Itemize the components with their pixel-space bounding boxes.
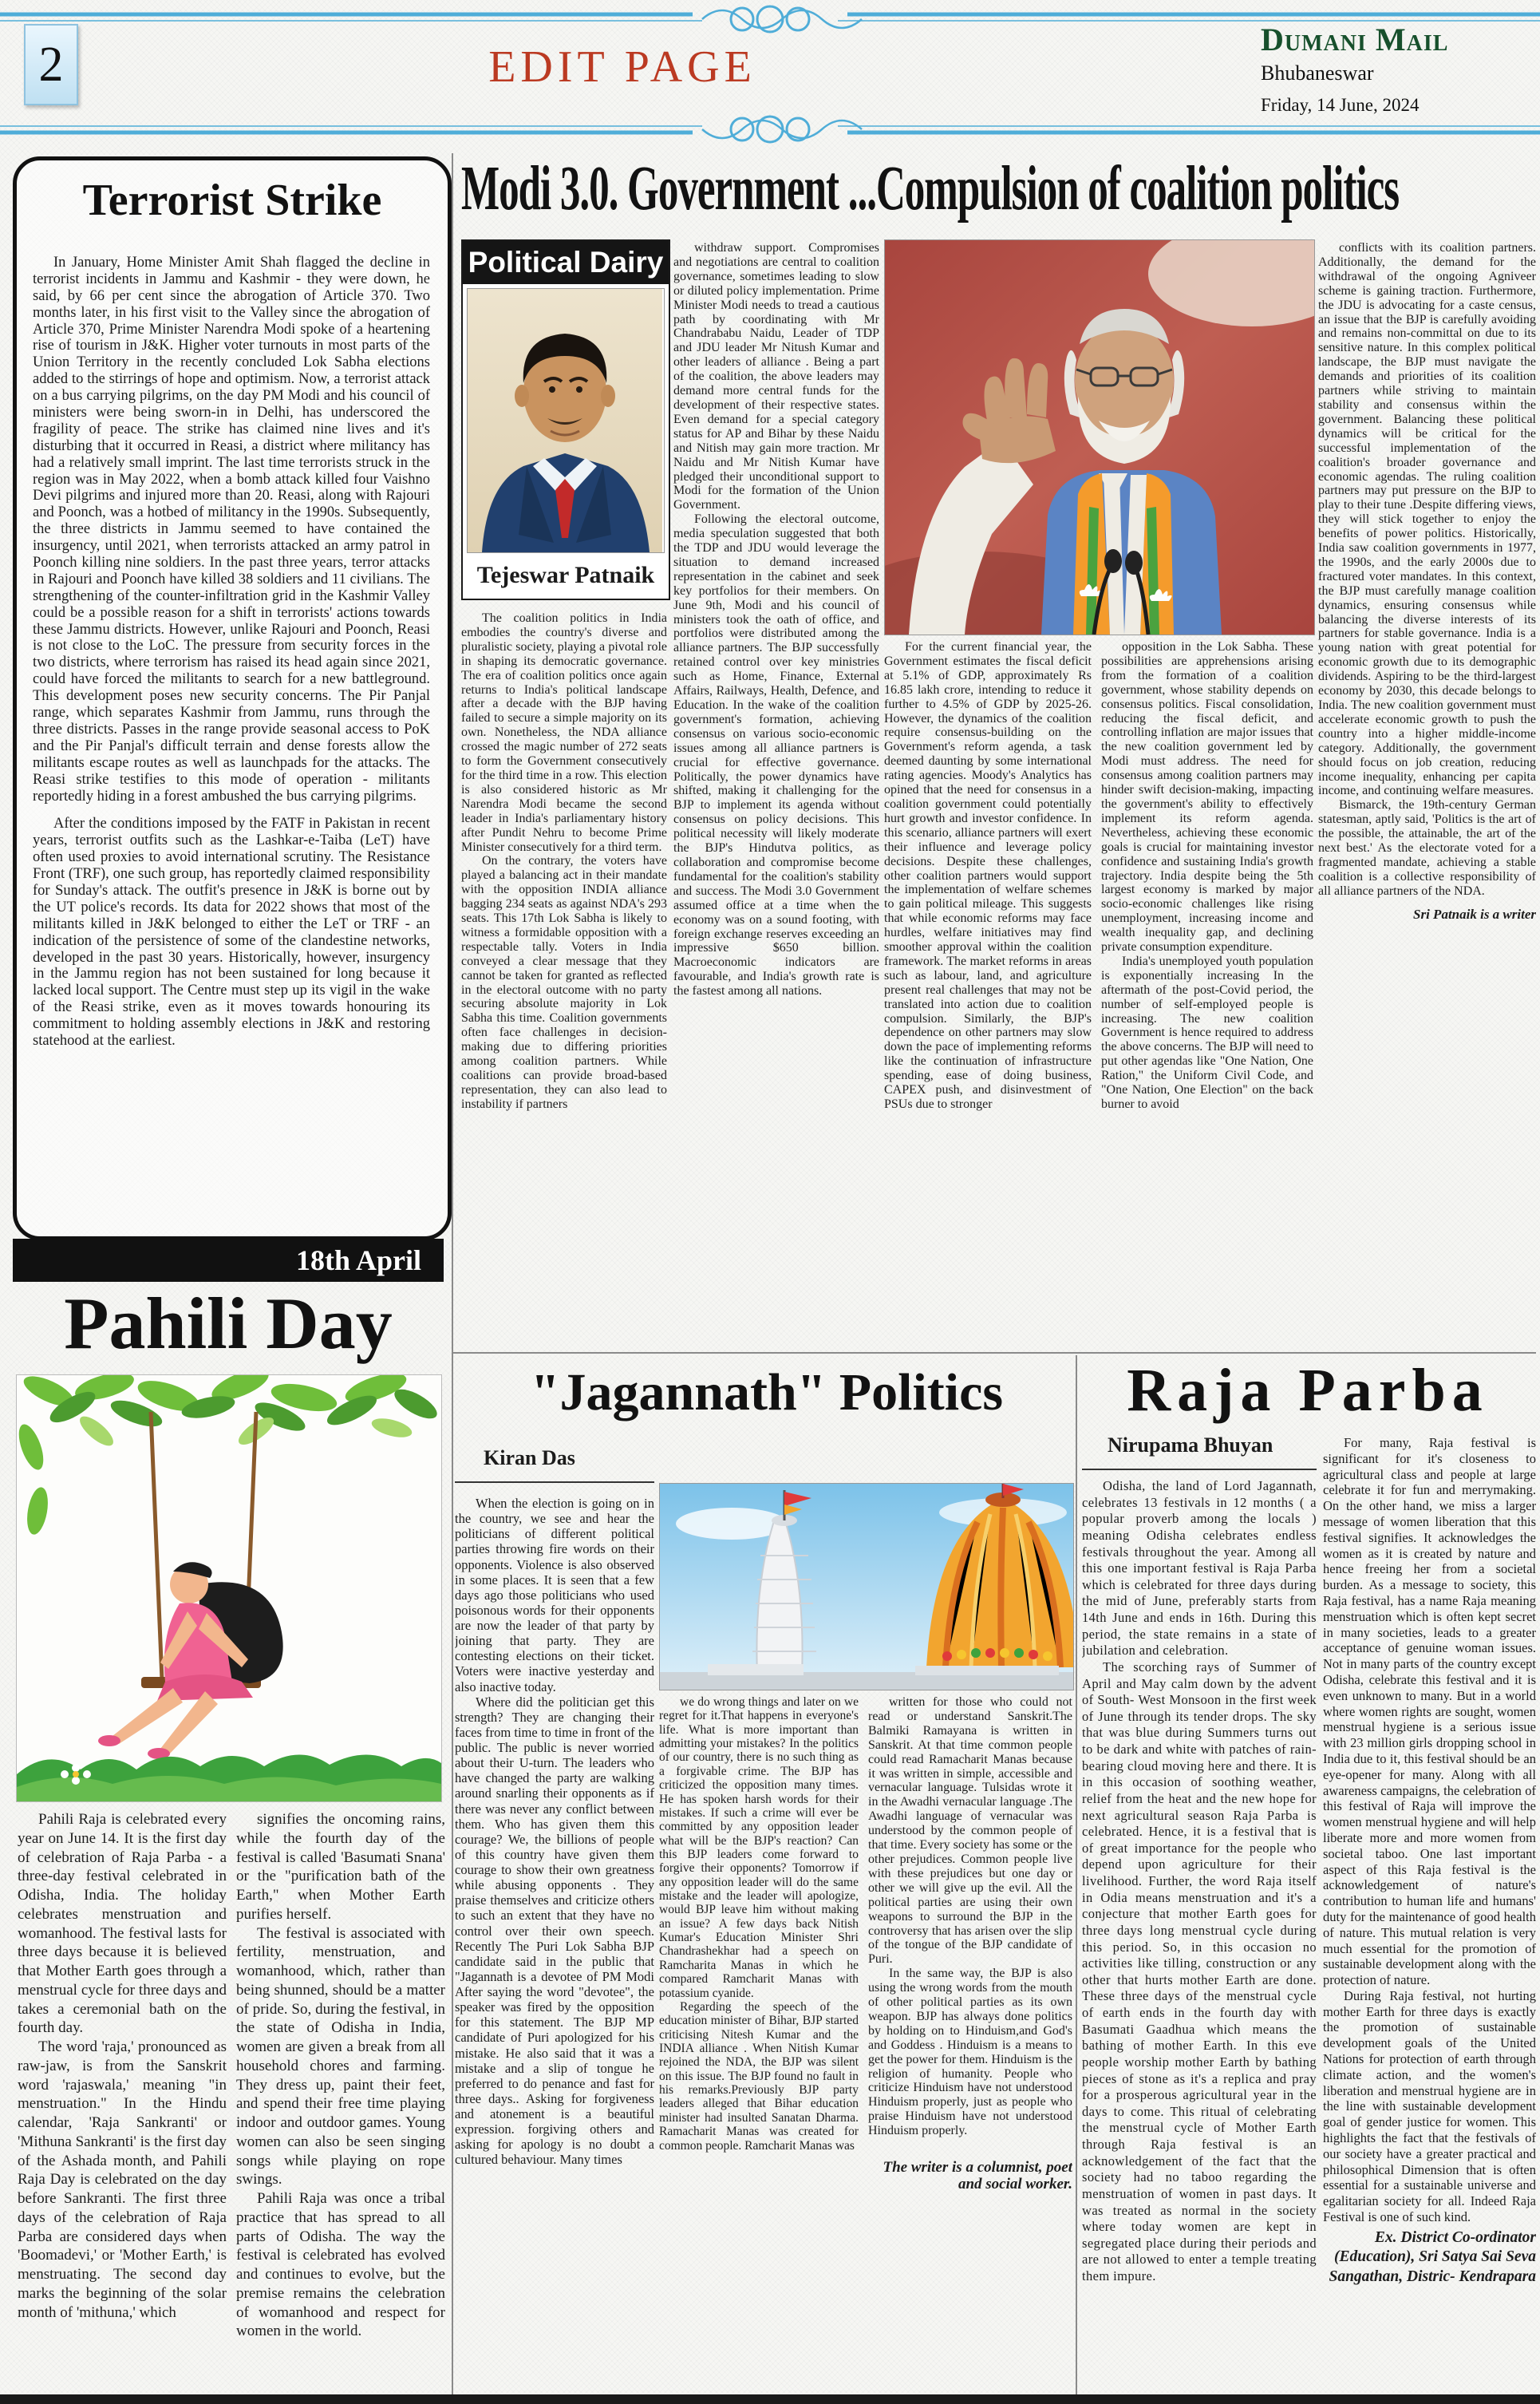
terrorist-strike-title: Terrorist Strike — [82, 176, 382, 225]
raja-column-2 — [1323, 1435, 1536, 2391]
raja-byline-rule — [1082, 1469, 1317, 1470]
paragraph: During Raja festival, not hurting mother Earth for three days is exactly the promotion of sustainable development goals of the United Nations for protection of earth through climate action, and the women's liberation and menstrual hygiene are in the line with sustainable development goal of gender justice for women. This highlights the fact that the festivals of our society have a greater practical and philosophical Dimension that is often essential for a sustainable universe and egalitarian society for all. Indeed Raja Festival is one of such kind. — [1323, 1987, 1536, 2225]
raja-column-1 — [1082, 1478, 1317, 2391]
jagannath-column-2 — [659, 1695, 859, 2402]
pahili-title: Pahili Day — [64, 1283, 393, 1364]
raja-credit: Ex. District Co-ordinator (Education), Sri Satya Sai Seva Sangathan, Distric- Kendrapara — [1329, 2228, 1536, 2285]
paragraph: In January, Home Minister Amit Shah flagged the decline in terrorist incidents in Jammu and Kashmir - they were down, he said, by 66 per cent since the abrogation of Article 370. Two months later, in his first visit to the Valley since the abrogation of Article 370, Prime Minister Narendra Modi spoke of a heartening rise of tourism in J&K. Higher voter turnouts in most parts of the Union Territory in the recently concluded Lok Sabha elections added to the stirrings of hope and optimism. Now, a terrorist attack on a bus carrying pilgrims, on the day PM Modi and his council of ministers were being sworn-in in Delhi, has underscored the fragility of peace. The strike has claimed nine lives and it's disturbing that it occurred in Reasi, a district where militancy has had a relatively small imprint. The last time terrorists struck in the region was in May 2022, when a bomb attack killed four Vaishno Devi pilgrims and injured more than 20. Reasi, along with Rajouri and Poonch, was a hotbed of militancy in the 1990s. Subsequently, the three districts in Jammu seemed to have contained the insurgency, until 2021, when terrorists attacked an army patrol in Poonch killing nine soldiers. In the past three years, terror attacks in Rajouri and Poonch have killed 38 soldiers and 11 civilians. The strengthening of the counter-infiltration grid in the Kashmir Valley could be a possible reason for a shift in terrorists' actions towards these Jammu districts. However, unlike Rajouri and Poonch, Reasi is not close to the LoC. The pressure from security forces in the two districts, where terrorism has raised its head again since 2021, could have forced the militants to search for a new battleground. This development poses new security concerns. The Pir Panjal range, which separates Kashmir from Jammu, runs through the three districts. Passes in the range provide seasonal access to PoK and the Pir Panjal's difficult terrain and dense forests allow the militants escape routes as well as launchpads for the attacks. The Reasi strike testifies to this mode of operation - militants reportedly hiding in a forest ambushed the bus carrying pilgrims. — [33, 255, 430, 805]
vertical-divider-left — [452, 153, 453, 2396]
paragraph: The coalition politics in India embodies the country's diverse and pluralistic society, playing a pivotal role in shaping its democratic governance. The era of coalition politics once again returns to India's political landscape after a decade with the BJP having failed to secure a simple majority on its own. Nonetheless, the NDA alliance crossed the magic number of 272 seats to form the Government consecutively for the third time in a row. This election is also considered historic as Mr Narendra Modi became the second leader in India's parliamentary history after Pundit Nehru to become Prime Minister consecutively for a third term. — [461, 611, 667, 854]
paragraph: In the same way, the BJP is also using the wrong words from the mouth of other political parties as its own weapon. BJP has always done politics by holding on to Hinduism,and God's and Goddess . Hinduism is a means to get the power for them. Hinduism is the religion of humanity. People who criticize Hinduism have not understood Hinduism properly, just as people who praise Hinduism have not understood Hinduism properly. — [868, 1967, 1072, 2138]
paragraph: For the current financial year, the Government estimates the fiscal deficit at 5.1% of GDP, approximately Rs 16.85 lakh crore, intending to reduce it further to 4.5% of GDP by 2025-26. However, the dynamics of the coalition require consensus-building on the Government's reform agenda, a task deemed daunting by some international rating agencies. Moody's Analytics has opined that the need for consensus in a coalition government could potentially hurt growth and investor confidence. In this scenario, alliance partners will exert their influence and leverage policy decisions. Despite these challenges, other coalition partners would support the implementation of welfare schemes to gain political mileage. This suggests that while economic reforms may face hurdles, welfare initiatives may find smoother approval within the coalition framework. The market reforms in areas such as labour, land, and agriculture present real challenges that may not be translated into action due to coalition compulsion. Similarly, the BJP's dependence on other partners may slow down the pace of implementing reforms like the continuation of infrastructure spending, ease of doing business, CAPEX push, and disinvestment of PSUs due to stronger — [884, 640, 1092, 1111]
modi-column-3 — [884, 640, 1092, 1349]
header-bottom-ornament — [0, 113, 1540, 150]
jagannath-column-3 — [868, 1695, 1072, 2402]
pahili-column-2 — [236, 1810, 445, 2401]
modi-signoff: Sri Patnaik is a writer — [1413, 906, 1536, 922]
jagannath-byline: Kiran Das — [484, 1446, 575, 1469]
political-dairy-label: Political Dairy — [463, 241, 669, 284]
jagannath-signoff: The writer is a columnist, poet and social worker. — [883, 2159, 1072, 2193]
pahili-date-tag: 18th April — [13, 1239, 444, 1282]
paragraph: India's unemployed youth population is exponentially increasing In the aftermath of the post-Covid period, the number of self-employed people is increasing. The new coalition Government is hence required to address the above concerns. The BJP will need to put other agendas like "One Nation, One Ration," the Uniform Civil Code, and "One Nation, One Election" on the back burner to avoid — [1101, 954, 1313, 1111]
raja-title: Raja Parba — [1127, 1357, 1489, 1424]
girl-on-swing — [98, 1562, 283, 1759]
paragraph: After the conditions imposed by the FATF in Pakistan in recent years, terrorist outfits such as the Lashkar-e-Taiba (LeT) have often used proxies to avoid international scrutiny. The Resistance Front (TRF), one such group, has reportedly claimed responsibility for Sunday's attack. The outfit's presence in J&K is borne out by the UT police's records. Its data for 2022 shows that most of the militants killed in J&K belonged to either the LeT or TRF - an indication of the persistence of some of the clandestine networks, developed in the past 30 years. Historically, however, insurgency in the Jammu region has not been sustained for long because it lacked local support. The Centre must step up its vigil in the wake of the Reasi strike, even as it moves towards honouring its commitment to holding assembly elections in J&K and restoring statehood at the earliest. — [33, 816, 430, 1049]
jagannath-title: "Jagannath" Politics — [530, 1363, 1004, 1421]
paragraph: Bismarck, the 19th-century German statesman, aptly said, 'Politics is the art of the possible, the attainable, the art of the next best.' As the electorate voted for a fragmented mandate, achieving a stable coalition is a collective responsibility of all alliance partners of the NDA. — [1318, 798, 1536, 898]
paragraph: Odisha, the land of Lord Jagannath, celebrates 13 festivals in 12 months ( a popular proverb among the locals ) meaning Odisha celebrates endless festivals throughout the year. Among all this one important festival is Raja Parba which is celebrated for three days during the mid of June, preferably starts from 14th June and ends in 16th. During this period, the state remains in a state of jubilation and celebration. — [1082, 1478, 1317, 1659]
paragraph: The festival is associated with fertility, menstruation, and womanhood, which, rather than being shunned, should be a matter of pride. So, during the festival, in the state of Odisha in India, women are given a break from all household chores and farming. They dress up, paint their feet, and spend their free time playing indoor and outdoor games. Young women can also be seen singing songs while playing on rope swings. — [236, 1924, 445, 2189]
pahili-illustration — [16, 1374, 442, 1802]
paragraph: When the election is going on in the country, we see and hear the politicians of different political parties throwing fire words on their opponents. Violence is also observed in some places. It is seen that a few days ago those politicians who used poisonous words for their opponents are now the leader of that party by joining that party. They are contesting elections on their ticket. Voters were inactive yesterday and also inactive today. — [455, 1496, 654, 1694]
paper-city: Bhubaneswar — [1261, 61, 1374, 85]
modi-headline: Modi 3.0. Government ...Compulsion of coalition politics — [461, 154, 1400, 224]
article-terrorist-strike — [13, 156, 452, 1240]
paper-date: Friday, 14 June, 2024 — [1261, 95, 1420, 115]
jagannath-column-1 — [455, 1496, 654, 2393]
horizontal-divider — [452, 1352, 1536, 1354]
grass — [17, 1754, 441, 1801]
page-title: EDIT PAGE — [488, 42, 756, 92]
jagannath-byline-rule — [455, 1481, 654, 1483]
columnist-name: Tejeswar Patnaik — [476, 562, 655, 588]
temple-photo — [659, 1483, 1074, 1690]
paragraph: For many, Raja festival is significant for it's closeness to agricultural class and people at large celebrate it for fun and merrymaking. On the other hand, we miss a larger message of women liberation that this festival signifies. It acknowledges the women as it is created by nature and hence freeing her from a societal burden. As a message to society, this Raja festival, has a name Raja meaning menstruation which is often kept secret in many societies, leads to a greater acceptance of genuine woman issues. Not in many parts of the country except Odisha, celebrate this festival and it is even unknown to many. But in a world where women rights are sought, women menstrual hygiene is a serious issue with 23 million girls dropping school in India due to it, this festival should be an eye-opener for many. Along with all awareness campaigns, the celebration of this festival of Raja will improve the women menstrual hygiene and will help liberate more and more women from societal taboo. One last important aspect of this Raja festival is the acknowledgement of nature's contribution to human life and humans' duty for the maintenance of good health of nature. This mutual relation is very much essential for the promotion of sustainable development along with the protection of nature. — [1323, 1435, 1536, 1988]
paragraph: written for those who could not read or understand Sanskrit.The Balmiki Ramayana is written in Sanskrit. At that time common people could read Ramacharit Manas because it was written in simple, accessible and vernacular language. Tulsidas wrote it in the Awadhi vernacular language .The Awadhi language of vernacular was understood by the common people of that time. Every society has some or the other prejudices. Common people live with these prejudices but one day or other we will give up the evil. All the political parties are using their own weapons to surround the BJP in the controversy that has arisen over the slip of the tongue of the BJP candidate of Puri. — [868, 1695, 1072, 1967]
paragraph: Regarding the speech of the education minister of Bihar, BJP started criticising Nitesh Kumar and the INDIA alliance . When Nitish Kumar rejoined the NDA, the BJP was silent on this issue. The BJP found no fault in his remarks.Previously BJP party leaders alleged that Bihar education minister had insulted Sanatan Dharma. Ramacharit Manas was created for common people. Ramcharit Manas was — [659, 1999, 859, 2153]
paragraph: opposition in the Lok Sabha. These possibilities are apprehensions arising from the formation of a coalition government, whose stability depends on consensus politics. Fiscal consolidation, reducing the fiscal deficit, and controlling inflation are major issues that the new coalition government led by Modi must address. The need for consensus among coalition partners may hinder swift decision-making, impacting the government's ability to effectively implement its reform agenda. Nevertheless, achieving these economic goals is crucial for maintaining investor confidence and sustaining India's growth trajectory. India despite being the 5th largest economy is marked by major socio-economic challenges like rising unemployment, increasing income and wealth inequality gap, and declining private consumption expenditure. — [1101, 640, 1313, 955]
paragraph: On the contrary, the voters have played a balancing act in their mandate with the opposition INDIA alliance bagging 234 seats as against NDA's 293 seats. This 17th Lok Sabha is likely to witness a formidable opposition with a respectable tally. Voters in India conveyed a clear message that they cannot be taken for granted as reflected in the electoral outcome with no party securing absolute majority in Lok Sabha this time. Coalition governments often face challenges in decision-making due to differing priorities among coalition partners. While coalitions can provide broad-based representation, they can also lead to instability if partners — [461, 854, 667, 1111]
masthead — [1261, 21, 1532, 116]
paragraph: Following the electoral outcome, media speculation suggested that both the TDP and JDU would leverage the situation to demand increased representation in the cabinet and seek key portfolios for their members. On June 9th, Modi and his council of ministers took the oath of office, and portfolios were distributed among the alliance partners. The BJP successfully retained control over key ministries such as Home, Finance, External Affairs, Railways, Health, Defence, and Education. In the wake of the coalition government's formation, achieving consensus on various socio-economic issues among all alliance partners is crucial for effective governance. Politically, the power dynamics have shifted, making it challenging for the BJP to implement its agenda without consensus on policy decisions. This political necessity will likely moderate the BJP's Hindutva politics, as collaboration and compromise become fundamental for the coalition's stability and success. The Modi 3.0 Government assumed office at a time when the economy was on a sound footing, with foreign exchange reserves exceeding an impressive $650 billion. Macroeconomic indicators are favourable, and India's growth rate is the fastest among all nations. — [673, 512, 879, 998]
paragraph: The scorching rays of Summer of April and May calm down by the advent of South- West Monsoon in the first week of June through its tender drops. The sky that was blue during Summers turns out to be dark and white with patches of rain-bearing cloud moving here and there. It is in this occasion of soothing weather, relief from the heat and the new hope for next agricultural season Raja Parba is celebrated. Hence, it is a festival that is of great importance for the people who depend upon agriculture for their livelihood. Further, the word Raja itself in Odia means menstruation and it's a conjecture that mother Earth goes for three days long menstrual cycle during this period. So, in this occasion no activities like tilling, construction or any other that hurts mother Earth are done. These three days of the menstrual cycle of earth ends in the fourth day with Basumati Gaadhua which means the bathing of mother Earth. In this eve people worship mother Earth by bathing pieces of stone as it's a replica and pray for a prosperous agricultural year in the days to come. This ritual of celebrating the menstrual cycle of Mother Earth through Raja festival is an acknowledgement of the fact that the society had no taboo regarding the menstruation of women in past days. It was treated as normal in the society where today women are kept in segregated place during their periods and are not allowed to enter a temple treating them impure. — [1082, 1659, 1317, 2283]
paragraph: signifies the oncoming rains, while the fourth day of the festival is called 'Basumati Snana' or the "purification bath of the Earth," when Mother Earth purifies herself. — [236, 1811, 445, 1923]
paragraph: conflicts with its coalition partners. Additionally, the demand for the withdrawal of the ongoing Agniveer scheme is gaining traction. Furthermore, the JDU is advocating for a caste census, an issue that the BJP is carefully avoiding and remains non-committal on due to its sensitive nature. In this complex political landscape, the BJP must navigate the demands and priorities of its coalition partners while striving to maintain stability and consensus within the government. Balancing these political dynamics will be critical for the successful implementation of the coalition's broader governance and economic agendas. The ruling coalition partners may put pressure on the BJP to play to their tune .Despite differing views, they will stick together to enjoy the benefits of power politics. Historically, India saw coalition governments in 1977, the 1990s, and the early 2000s due to fractured voter mandates. In this context, the BJP must carefully manage coalition dynamics, ensuring consensus while balancing the diverse interests of its partners for stable governance. India is a young nation with great potential for economic growth due to its demographic dividends. Aspiring to be the third-largest economy by 2030, this decade belongs to India. The new coalition government must accelerate economic growth to push the country into a higher middle-income category. Additionally, the government should focus on job creation, reducing income inequality, enhancing per capita income, and continuing welfare measures. — [1318, 241, 1536, 798]
columnist-photo — [467, 288, 665, 553]
vertical-divider-right — [1076, 1355, 1077, 2396]
paragraph: Pahili Raja was once a tribal practice that has spread to all parts of Odisha. The way the festival is celebrated has evolved and continues to evolve, but the premise remains the celebration of womanhood and respect for women in the world. — [236, 2190, 445, 2340]
modi-column-4 — [1101, 640, 1313, 1349]
modi-column-5 — [1318, 241, 1536, 1303]
paper-name: Dumani Mail — [1261, 22, 1449, 57]
modi-photo — [884, 239, 1315, 635]
modi-column-2 — [673, 241, 879, 1349]
paragraph: withdraw support. Compromises and negotiations are central to coalition governance, sometimes leading to slow or diluted policy implementation. Prime Minister Modi needs to tread a cautious path by coordinating with Mr Chandrababu Naidu, Leader of TDP and JDU leader Mr Nitush Kumar and other leaders of alliance . Being a part of the coalition, the above leaders may demand more central funds for the development of their respective states. Even demand for a special category status for AP and Bihar by these Naidu and Nitish may gain more traction. Mr Naidu and Mr Nitish Kumar have pledged their unconditional support to Modi for the formation of the Union Government. — [673, 241, 879, 512]
pahili-column-1 — [18, 1810, 227, 2401]
terrorist-strike-body — [33, 255, 430, 1212]
paragraph: The word 'raja,' pronounced as raw-jaw, is from the Sanskrit word 'rajaswala,' meaning "in menstruation." In the Hindu calendar, 'Raja Sankranti' or 'Mithuna Sankranti' is the first day of the Ashada month, and Pahili Raja Day is celebrated on the day before Sankranti. The first three days of the celebration of Raja Parba are considered days when 'Boomadevi,' or 'Mother Earth,' is menstruating. The second day marks the beginning of the solar month of 'mithuna,' which — [18, 2038, 227, 2321]
raja-byline: Nirupama Bhuyan — [1108, 1433, 1273, 1457]
paragraph: Where did the politician get this strength? They are changing their faces from time to time in front of the public. The public is never worried about their U-turn. The leaders who have changed the party are walking around snarling their opponents as if there was never any conflict between them. Who has given them this courage? We, the billions of people of this country have given them courage to show their own greatness while abusing opponents . They praise themselves and criticize others to such an extent that they have no control over their own speech. Recently The Puri Lok Sabha BJP candidate said in the public that "Jagannath is a devotee of PM Modi After saying the word "devotee", the speaker was fired by the opposition for this statement. The BJP MP candidate of Puri apologized for his mistake. He also said that it was a mistake and a slip of tongue he preferred to do penance and fast for three days.. Asking for forgiveness and atonement is a beautiful expression. forgiving others and asking for apology is no doubt a cultured behaviour. Many times — [455, 1694, 654, 2168]
modi-column-1 — [461, 611, 667, 1349]
page-number: 2 — [24, 24, 78, 105]
political-dairy-box — [461, 239, 670, 600]
paragraph: we do wrong things and later on we regret for it.That happens in everyone's life. What is more important than admitting your mistakes? In the politics of our country, there is no such thing as a forgivable crime. The BJP has criticized the opposition many times. He has spoken harsh words for their mistakes. If such a crime will ever be committed by any opposition leader what will be the BJP's reaction? Can this BJP leaders come forward to forgive their opponents? Tomorrow if any opposition leader will do the same mistake and the leader will apologize, would BJP leave him without making an issue? A few days back Nitish Kumar's Education Minister Shri Chandrashekhar had a speech on Ramcharita Manas in which he compared Ramcharit Manas with potassium cyanide. — [659, 1695, 859, 2000]
paragraph: Pahili Raja is celebrated every year on June 14. It is the first day of celebration of Raja Parba - a three-day festival celebrated in Odisha, India. The holiday celebrates menstruation and womanhood. The festival lasts for three days because it is believed that Mother Earth goes through a menstrual cycle for three days and takes a ceremonial bath on the fourth day. — [18, 1811, 227, 2037]
leaves — [17, 1375, 441, 1536]
